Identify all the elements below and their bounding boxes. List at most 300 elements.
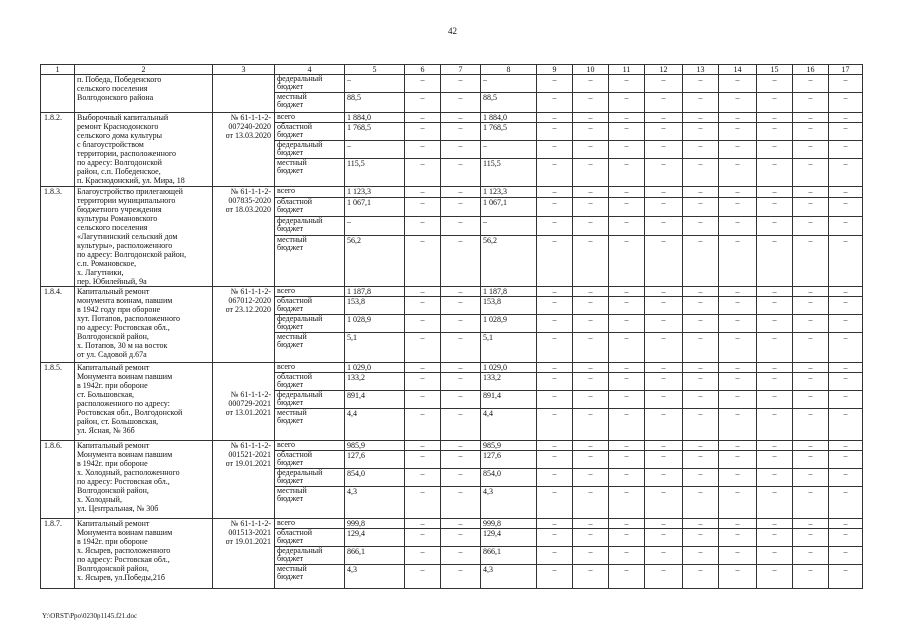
cell-col-9: –: [537, 75, 573, 93]
cell-col-13: –: [683, 487, 719, 519]
cell-col-11: –: [609, 235, 645, 286]
cell-col-14: –: [719, 451, 757, 469]
cell-col-6: –: [405, 113, 441, 123]
cell-col-12: –: [645, 333, 683, 363]
header-col-12: 12: [645, 65, 683, 75]
cell-col-10: –: [573, 113, 609, 123]
cell-col-15: –: [757, 333, 793, 363]
cell-col-12: –: [645, 75, 683, 93]
cell-col-13: –: [683, 123, 719, 141]
cell-col-6: –: [405, 315, 441, 333]
cell-col-6: –: [405, 519, 441, 529]
page-number: 42: [448, 26, 457, 36]
cell-col-11: –: [609, 487, 645, 519]
registration-number: № 61-1-1-2- 007835-2020 от 18.03.2020: [213, 187, 275, 287]
cell-col-11: –: [609, 373, 645, 391]
cell-col-10: –: [573, 469, 609, 487]
cell-col-9: –: [537, 93, 573, 113]
cell-col-8: 4,3: [481, 565, 537, 589]
cell-col-12: –: [645, 451, 683, 469]
cell-col-17: –: [829, 159, 863, 187]
cell-col-9: –: [537, 315, 573, 333]
cell-col-8: –: [481, 75, 537, 93]
cell-col-14: –: [719, 297, 757, 315]
cell-col-16: –: [793, 391, 829, 409]
row-index: 1.8.7.: [41, 519, 75, 589]
cell-col-9: –: [537, 123, 573, 141]
cell-col-16: –: [793, 565, 829, 589]
cell-col-15: –: [757, 141, 793, 159]
object-name: п. Победа, Победенского сельского поселения Волгодонского района: [75, 75, 213, 113]
object-name: Капитальный ремонт монумента воинам, павшим в 1942 году при обороне хут. Потапов, расположенного по адресу: Ростовская обл., Волгодонской район, х. Потапов, 30 м на восток от ул. Садовой д.67а: [75, 287, 213, 363]
cell-col-10: –: [573, 235, 609, 286]
cell-col-13: –: [683, 93, 719, 113]
cell-col-9: –: [537, 141, 573, 159]
cell-col-17: –: [829, 333, 863, 363]
funding-source: местный бюджет: [275, 93, 345, 113]
cell-col-6: –: [405, 159, 441, 187]
cell-col-16: –: [793, 363, 829, 373]
cell-col-7: –: [441, 373, 481, 391]
cell-col-13: –: [683, 333, 719, 363]
cell-col-15: –: [757, 235, 793, 286]
funding-source: всего: [275, 519, 345, 529]
cell-col-16: –: [793, 315, 829, 333]
cell-col-6: –: [405, 391, 441, 409]
cell-col-16: –: [793, 93, 829, 113]
cell-col-5: 4,3: [345, 487, 405, 519]
cell-col-10: –: [573, 529, 609, 547]
cell-col-11: –: [609, 547, 645, 565]
row-index: 1.8.5.: [41, 363, 75, 441]
cell-col-11: –: [609, 469, 645, 487]
cell-col-12: –: [645, 519, 683, 529]
cell-col-10: –: [573, 451, 609, 469]
cell-col-10: –: [573, 216, 609, 235]
header-col-10: 10: [573, 65, 609, 75]
header-col-2: 2: [75, 65, 213, 75]
cell-col-10: –: [573, 363, 609, 373]
cell-col-9: –: [537, 187, 573, 198]
cell-col-6: –: [405, 297, 441, 315]
cell-col-12: –: [645, 315, 683, 333]
cell-col-5: 1 029,0: [345, 363, 405, 373]
header-col-3: 3: [213, 65, 275, 75]
funding-source: всего: [275, 441, 345, 451]
registration-number: № 61-1-1-2- 067012-2020 от 23.12.2020: [213, 287, 275, 363]
cell-col-9: –: [537, 547, 573, 565]
cell-col-7: –: [441, 519, 481, 529]
header-col-1: 1: [41, 65, 75, 75]
header-col-14: 14: [719, 65, 757, 75]
cell-col-11: –: [609, 287, 645, 297]
cell-col-8: 56,2: [481, 235, 537, 286]
cell-col-15: –: [757, 373, 793, 391]
cell-col-8: –: [481, 216, 537, 235]
cell-col-14: –: [719, 469, 757, 487]
cell-col-6: –: [405, 287, 441, 297]
cell-col-15: –: [757, 565, 793, 589]
cell-col-17: –: [829, 123, 863, 141]
cell-col-12: –: [645, 235, 683, 286]
registration-number: № 61-1-1-2- 000729-2021 от 13.01.2021: [213, 363, 275, 441]
cell-col-6: –: [405, 333, 441, 363]
cell-col-5: 4,3: [345, 565, 405, 589]
cell-col-6: –: [405, 565, 441, 589]
cell-col-10: –: [573, 315, 609, 333]
cell-col-10: –: [573, 287, 609, 297]
cell-col-10: –: [573, 141, 609, 159]
cell-col-12: –: [645, 297, 683, 315]
cell-col-8: 891,4: [481, 391, 537, 409]
cell-col-15: –: [757, 441, 793, 451]
funding-source: федеральный бюджет: [275, 469, 345, 487]
header-col-9: 9: [537, 65, 573, 75]
cell-col-10: –: [573, 187, 609, 198]
cell-col-9: –: [537, 159, 573, 187]
cell-col-9: –: [537, 197, 573, 216]
cell-col-11: –: [609, 441, 645, 451]
cell-col-12: –: [645, 373, 683, 391]
cell-col-12: –: [645, 469, 683, 487]
cell-col-9: –: [537, 216, 573, 235]
funding-source: федеральный бюджет: [275, 391, 345, 409]
cell-col-10: –: [573, 409, 609, 441]
header-col-15: 15: [757, 65, 793, 75]
cell-col-9: –: [537, 391, 573, 409]
cell-col-9: –: [537, 235, 573, 286]
header-col-16: 16: [793, 65, 829, 75]
cell-col-11: –: [609, 187, 645, 198]
cell-col-6: –: [405, 487, 441, 519]
cell-col-8: 4,4: [481, 409, 537, 441]
cell-col-14: –: [719, 547, 757, 565]
cell-col-6: –: [405, 451, 441, 469]
cell-col-13: –: [683, 409, 719, 441]
cell-col-16: –: [793, 333, 829, 363]
cell-col-7: –: [441, 123, 481, 141]
cell-col-13: –: [683, 363, 719, 373]
cell-col-14: –: [719, 487, 757, 519]
cell-col-13: –: [683, 75, 719, 93]
cell-col-10: –: [573, 297, 609, 315]
cell-col-6: –: [405, 469, 441, 487]
cell-col-11: –: [609, 363, 645, 373]
cell-col-15: –: [757, 519, 793, 529]
header-row: [41, 65, 863, 75]
cell-col-15: –: [757, 451, 793, 469]
cell-col-14: –: [719, 519, 757, 529]
cell-col-5: 56,2: [345, 235, 405, 286]
cell-col-12: –: [645, 197, 683, 216]
cell-col-8: 129,4: [481, 529, 537, 547]
row-index: [41, 75, 75, 113]
cell-col-10: –: [573, 391, 609, 409]
header-col-13: 13: [683, 65, 719, 75]
cell-col-13: –: [683, 565, 719, 589]
cell-col-15: –: [757, 287, 793, 297]
cell-col-7: –: [441, 487, 481, 519]
cell-col-15: –: [757, 123, 793, 141]
cell-col-15: –: [757, 409, 793, 441]
cell-col-16: –: [793, 451, 829, 469]
cell-col-13: –: [683, 315, 719, 333]
cell-col-16: –: [793, 123, 829, 141]
cell-col-6: –: [405, 235, 441, 286]
cell-col-12: –: [645, 409, 683, 441]
cell-col-14: –: [719, 123, 757, 141]
cell-col-7: –: [441, 159, 481, 187]
cell-col-6: –: [405, 141, 441, 159]
cell-col-12: –: [645, 441, 683, 451]
cell-col-17: –: [829, 197, 863, 216]
cell-col-15: –: [757, 75, 793, 93]
cell-col-5: 115,5: [345, 159, 405, 187]
header-col-7: 7: [441, 65, 481, 75]
cell-col-17: –: [829, 547, 863, 565]
cell-col-6: –: [405, 547, 441, 565]
cell-col-9: –: [537, 113, 573, 123]
cell-col-10: –: [573, 373, 609, 391]
cell-col-8: 115,5: [481, 159, 537, 187]
funding-source: местный бюджет: [275, 565, 345, 589]
cell-col-11: –: [609, 565, 645, 589]
cell-col-16: –: [793, 441, 829, 451]
cell-col-10: –: [573, 93, 609, 113]
cell-col-17: –: [829, 373, 863, 391]
cell-col-12: –: [645, 487, 683, 519]
cell-col-6: –: [405, 441, 441, 451]
cell-col-11: –: [609, 451, 645, 469]
funding-source: областной бюджет: [275, 451, 345, 469]
budget-table: [40, 64, 863, 589]
cell-col-17: –: [829, 216, 863, 235]
cell-col-8: 866,1: [481, 547, 537, 565]
table-row: [41, 187, 863, 198]
funding-source: федеральный бюджет: [275, 75, 345, 93]
cell-col-14: –: [719, 373, 757, 391]
cell-col-7: –: [441, 75, 481, 93]
cell-col-17: –: [829, 409, 863, 441]
cell-col-5: 133,2: [345, 373, 405, 391]
cell-col-10: –: [573, 75, 609, 93]
funding-source: областной бюджет: [275, 529, 345, 547]
registration-number: № 61-1-1-2- 001521-2021 от 19.01.2021: [213, 441, 275, 519]
cell-col-12: –: [645, 529, 683, 547]
funding-source: областной бюджет: [275, 373, 345, 391]
cell-col-13: –: [683, 159, 719, 187]
cell-col-12: –: [645, 547, 683, 565]
cell-col-15: –: [757, 159, 793, 187]
cell-col-5: –: [345, 216, 405, 235]
cell-col-5: 866,1: [345, 547, 405, 565]
cell-col-13: –: [683, 391, 719, 409]
funding-source: областной бюджет: [275, 197, 345, 216]
cell-col-7: –: [441, 529, 481, 547]
cell-col-10: –: [573, 159, 609, 187]
cell-col-14: –: [719, 216, 757, 235]
cell-col-7: –: [441, 315, 481, 333]
cell-col-16: –: [793, 187, 829, 198]
cell-col-5: 1 123,3: [345, 187, 405, 198]
cell-col-6: –: [405, 363, 441, 373]
cell-col-11: –: [609, 197, 645, 216]
cell-col-15: –: [757, 197, 793, 216]
cell-col-10: –: [573, 487, 609, 519]
cell-col-16: –: [793, 469, 829, 487]
cell-col-15: –: [757, 187, 793, 198]
table-body: [41, 75, 863, 589]
cell-col-11: –: [609, 123, 645, 141]
object-name: Благоустройство прилегающей территории муниципального бюджетного учреждения культуры Романовского сельского поселения «Лагутнинский сельский дом культуры», расположенного по адресу: Волгодонской район, с.п. Романовское, х. Лагутники, пер. Юбилейный, 9а: [75, 187, 213, 287]
cell-col-16: –: [793, 159, 829, 187]
funding-source: местный бюджет: [275, 333, 345, 363]
cell-col-11: –: [609, 159, 645, 187]
cell-col-17: –: [829, 451, 863, 469]
header-col-11: 11: [609, 65, 645, 75]
cell-col-14: –: [719, 441, 757, 451]
cell-col-9: –: [537, 519, 573, 529]
row-index: 1.8.6.: [41, 441, 75, 519]
cell-col-11: –: [609, 333, 645, 363]
cell-col-14: –: [719, 75, 757, 93]
cell-col-10: –: [573, 519, 609, 529]
row-index: 1.8.3.: [41, 187, 75, 287]
cell-col-8: 4,3: [481, 487, 537, 519]
cell-col-13: –: [683, 451, 719, 469]
cell-col-16: –: [793, 141, 829, 159]
cell-col-15: –: [757, 93, 793, 113]
cell-col-17: –: [829, 93, 863, 113]
cell-col-17: –: [829, 441, 863, 451]
funding-source: всего: [275, 287, 345, 297]
funding-source: всего: [275, 363, 345, 373]
cell-col-13: –: [683, 141, 719, 159]
cell-col-17: –: [829, 287, 863, 297]
cell-col-13: –: [683, 529, 719, 547]
registration-number: № 61-1-1-2- 001513-2021 от 19.01.2021: [213, 519, 275, 589]
cell-col-6: –: [405, 216, 441, 235]
funding-source: всего: [275, 113, 345, 123]
cell-col-11: –: [609, 75, 645, 93]
funding-source: всего: [275, 187, 345, 198]
cell-col-12: –: [645, 93, 683, 113]
cell-col-17: –: [829, 363, 863, 373]
cell-col-15: –: [757, 529, 793, 547]
cell-col-9: –: [537, 409, 573, 441]
cell-col-7: –: [441, 216, 481, 235]
cell-col-11: –: [609, 391, 645, 409]
cell-col-12: –: [645, 187, 683, 198]
cell-col-17: –: [829, 141, 863, 159]
cell-col-7: –: [441, 451, 481, 469]
cell-col-6: –: [405, 197, 441, 216]
cell-col-14: –: [719, 315, 757, 333]
cell-col-6: –: [405, 75, 441, 93]
cell-col-5: 854,0: [345, 469, 405, 487]
cell-col-13: –: [683, 197, 719, 216]
cell-col-15: –: [757, 216, 793, 235]
cell-col-7: –: [441, 297, 481, 315]
cell-col-13: –: [683, 235, 719, 286]
cell-col-8: 153,8: [481, 297, 537, 315]
cell-col-7: –: [441, 409, 481, 441]
cell-col-5: 1 028,9: [345, 315, 405, 333]
cell-col-17: –: [829, 519, 863, 529]
funding-source: федеральный бюджет: [275, 216, 345, 235]
cell-col-17: –: [829, 113, 863, 123]
cell-col-6: –: [405, 187, 441, 198]
cell-col-14: –: [719, 363, 757, 373]
cell-col-5: 985,9: [345, 441, 405, 451]
table-row: [41, 287, 863, 297]
cell-col-11: –: [609, 216, 645, 235]
object-name: Выборочный капитальный ремонт Краснодонского сельского дома культуры с благоустройством территории, расположенного по адресу: Волгодонской район, с.п. Победенское, п. Краснодонский, ул. Мира, 18: [75, 113, 213, 187]
cell-col-16: –: [793, 547, 829, 565]
cell-col-8: 1 768,5: [481, 123, 537, 141]
cell-col-9: –: [537, 363, 573, 373]
funding-source: областной бюджет: [275, 123, 345, 141]
cell-col-11: –: [609, 519, 645, 529]
cell-col-8: 1 123,3: [481, 187, 537, 198]
cell-col-14: –: [719, 187, 757, 198]
cell-col-8: 1 067,1: [481, 197, 537, 216]
cell-col-7: –: [441, 565, 481, 589]
cell-col-13: –: [683, 469, 719, 487]
cell-col-7: –: [441, 141, 481, 159]
cell-col-16: –: [793, 519, 829, 529]
cell-col-12: –: [645, 565, 683, 589]
cell-col-15: –: [757, 391, 793, 409]
cell-col-16: –: [793, 373, 829, 391]
cell-col-13: –: [683, 441, 719, 451]
table-row: [41, 441, 863, 451]
funding-source: федеральный бюджет: [275, 547, 345, 565]
cell-col-13: –: [683, 287, 719, 297]
cell-col-9: –: [537, 529, 573, 547]
cell-col-11: –: [609, 141, 645, 159]
cell-col-8: 5,1: [481, 333, 537, 363]
cell-col-13: –: [683, 297, 719, 315]
cell-col-15: –: [757, 113, 793, 123]
cell-col-11: –: [609, 113, 645, 123]
header-col-17: 17: [829, 65, 863, 75]
cell-col-7: –: [441, 235, 481, 286]
cell-col-11: –: [609, 409, 645, 441]
cell-col-14: –: [719, 287, 757, 297]
cell-col-13: –: [683, 519, 719, 529]
cell-col-9: –: [537, 297, 573, 315]
cell-col-7: –: [441, 187, 481, 198]
cell-col-9: –: [537, 469, 573, 487]
cell-col-5: 5,1: [345, 333, 405, 363]
cell-col-17: –: [829, 187, 863, 198]
cell-col-11: –: [609, 93, 645, 113]
cell-col-5: 891,4: [345, 391, 405, 409]
cell-col-17: –: [829, 565, 863, 589]
cell-col-17: –: [829, 487, 863, 519]
table-row: [41, 75, 863, 93]
cell-col-8: 133,2: [481, 373, 537, 391]
cell-col-9: –: [537, 441, 573, 451]
cell-col-17: –: [829, 315, 863, 333]
object-name: Капитальный ремонт Монумента воинам павшим в 1942г. при обороне х. Холодный, расположенного по адресу: Ростовская обл., Волгодонской район, х. Холодный, ул. Центральная, № 30б: [75, 441, 213, 519]
cell-col-12: –: [645, 141, 683, 159]
cell-col-5: 1 768,5: [345, 123, 405, 141]
cell-col-8: –: [481, 141, 537, 159]
registration-number: № 61-1-1-2- 007240-2020 от 13.03.2020: [213, 113, 275, 187]
cell-col-5: 1 884,0: [345, 113, 405, 123]
